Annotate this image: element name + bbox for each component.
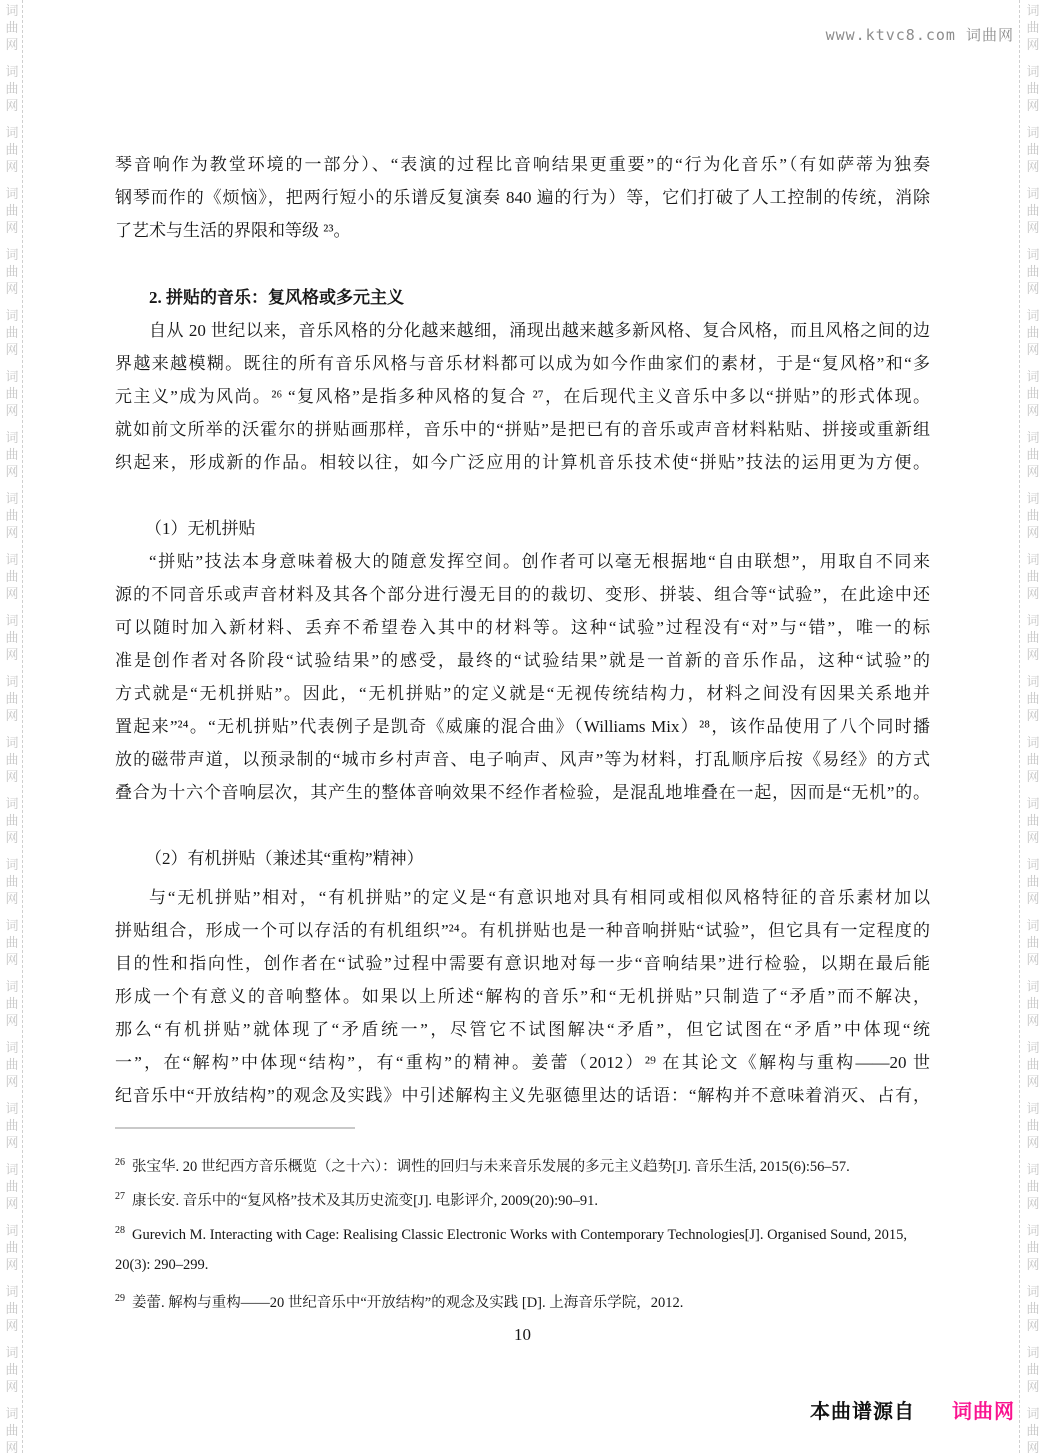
side-watermark-text: 词 曲 网 [1026,1162,1040,1211]
side-watermark-text: 词 曲 网 [1026,369,1040,418]
text-line: 织起来，形成新的作品。相较以往，如今广泛应用的计算机音乐技术使“拼贴”技法的运用更为方便。 [115,453,930,472]
paragraph [115,881,930,1112]
text-line: 元主义”成为风尚。²⁶ “复风格”是指多种风格的复合 ²⁷，在后现代主义音乐中多以“拼贴”的形式体现。 [115,387,930,406]
side-watermark-text: 词 曲 网 [5,247,19,296]
side-watermark-text: 词 曲 网 [1026,857,1040,906]
footnote-text: 姜蕾. 解构与重构——20 世纪音乐中“开放结构”的观念及实践 [D]. 上海音乐学院，2012. [132,1294,684,1311]
footer-site-name: 词曲网 [952,1401,1015,1423]
text-line: 一”，在“解构”中体现“结构”，有“重构”的精神。姜蕾（2012）²⁹ 在其论文《解构与重构——20 世 [115,1053,930,1072]
side-watermark-text: 词 曲 网 [5,918,19,967]
text-line: 放的磁带声道，以预录制的“城市乡村声音、电子响声、风声”等为材料，打乱顺序后按《易经》的方式 [115,750,930,769]
paragraph [115,314,930,479]
text-line: 可以随时加入新材料、丢弃不希望卷入其中的材料等。这种“试验”过程没有“对”与“错”，唯一的标 [115,618,930,637]
side-watermark-text: 词 曲 网 [1026,125,1040,174]
footnote-separator [115,1127,355,1129]
footnote-text: 康长安. 音乐中的“复风格”技术及其历史流变[J]. 电影评介, 2009(20):90–91. [132,1192,598,1209]
text-line: 源的不同音乐或声音材料及其各个部分进行漫无目的的裁切、变形、拼装、组合等“试验”，在此途中还 [115,585,930,604]
text-line: 了艺术与生活的界限和等级 ²³。 [115,221,351,240]
page-number: 10 [514,1325,531,1344]
side-watermark-text: 词 曲 网 [5,64,19,113]
subsection-heading: （1）无机拼贴 [145,519,256,538]
right-dashed-rule [1019,0,1020,1453]
text-line: 琴音响作为教堂环境的一部分）、“表演的过程比音响结果更重要”的“行为化音乐”（有如萨蒂为独奏 [115,155,930,174]
subsection-heading: （2）有机拼贴（兼述其“重构”精神） [145,849,424,868]
footnote-number: 29 [115,1293,125,1304]
side-watermark-text: 词 曲 网 [1026,552,1040,601]
footnotes [115,1146,930,1316]
footnote [115,1282,930,1316]
side-watermark-text: 词 曲 网 [1026,1284,1040,1333]
footnote [115,1180,930,1214]
side-watermark-text: 词 曲 网 [1026,186,1040,235]
left-watermark-column [4,2,20,1453]
side-watermark-text: 词 曲 网 [1026,1223,1040,1272]
right-watermark-column [1025,2,1041,1453]
text-line: 叠合为十六个音响层次，其产生的整体音响效果不经作者检验，是混乱地堆叠在一起，因而是“无机”的。 [115,783,930,802]
top-watermark: www.ktvc8.com 词曲网 [825,26,1014,44]
side-watermark-text: 词 曲 网 [5,125,19,174]
footnote-text: 张宝华. 20 世纪西方音乐概览（之十六）：调性的回归与未来音乐发展的多元主义趋势[J]. 音乐生活, 2015(6):56–57. [132,1158,850,1175]
side-watermark-text: 词 曲 网 [5,1040,19,1089]
side-watermark-text: 词 曲 网 [5,491,19,540]
text-line: “拼贴”技法本身意味着极大的随意发挥空间。创作者可以毫无根据地“自由联想”，用取自不同来 [149,552,930,571]
side-watermark-text: 词 曲 网 [1026,735,1040,784]
footnote-number: 26 [115,1157,125,1168]
side-watermark-text: 词 曲 网 [1026,3,1040,52]
footnote-text: Gurevich M. Interacting with Cage: Realising Classic Electronic Works with Contemporary Technologies[J]. Organised Sound, 2015, [132,1226,908,1243]
side-watermark-text: 词 曲 网 [1026,308,1040,357]
section-heading: 2. 拼贴的音乐：复风格或多元主义 [149,288,404,307]
side-watermark-text: 词 曲 网 [1026,247,1040,296]
side-watermark-text: 词 曲 网 [5,979,19,1028]
text-line: 拼贴组合，形成一个可以存活的有机组织”²⁴。有机拼贴也是一种音响拼贴“试验”，但它具有一定程度的 [115,921,930,940]
side-watermark-text: 词 曲 网 [5,430,19,479]
text-line: 形成一个有意义的音响整体。如果以上所述“解构的音乐”和“无机拼贴”只制造了“矛盾”而不解决， [115,987,930,1006]
side-watermark-text: 词 曲 网 [5,1345,19,1394]
side-watermark-text: 词 曲 网 [1026,64,1040,113]
footnote [115,1146,930,1180]
side-watermark-text: 词 曲 网 [1026,430,1040,479]
side-watermark-text: 词 曲 网 [5,1162,19,1211]
text-line: 方式就是“无机拼贴”。因此，“无机拼贴”的定义就是“无视传统结构力，材料之间没有因果关系地并 [115,684,930,703]
side-watermark-text: 词 曲 网 [1026,918,1040,967]
side-watermark-text: 词 曲 网 [5,186,19,235]
side-watermark-text: 词 曲 网 [5,1284,19,1333]
side-watermark-text: 词 曲 网 [1026,796,1040,845]
footnote [115,1214,930,1248]
side-watermark-text: 词 曲 网 [1026,674,1040,723]
footnote-text: 20(3): 290–299. [115,1257,209,1273]
side-watermark-text: 词 曲 网 [5,796,19,845]
side-watermark-text: 词 曲 网 [5,1223,19,1272]
text-line: 钢琴而作的《烦恼》，把两行短小的乐谱反复演奏 840 遍的行为）等，它们打破了人工控制的传统，消除 [115,188,930,207]
side-watermark-text: 词 曲 网 [5,369,19,418]
text-line: 置起来”²⁴。“无机拼贴”代表例子是凯奇《威廉的混合曲》（Williams Mix）²⁸，该作品使用了八个同时播 [115,717,930,736]
text-line: 与“无机拼贴”相对，“有机拼贴”的定义是“有意识地对具有相同或相似风格特征的音乐素材加以 [149,888,930,907]
paragraph-continued [115,148,930,247]
footer-source-label: 本曲谱源自 [810,1401,915,1423]
text-line: 就如前文所举的沃霍尔的拼贴画那样，音乐中的“拼贴”是把已有的音乐或声音材料粘贴、拼接或重新组 [115,420,930,439]
text-line: 自从 20 世纪以来，音乐风格的分化越来越细，涌现出越来越多新风格、复合风格，而且风格之间的边 [149,321,930,340]
footnote-number: 28 [115,1225,125,1236]
text-line: 目的性和指向性，创作者在“试验”过程中需要有意识地对每一步“音响结果”进行检验，以期在最后能 [115,954,930,973]
side-watermark-text: 词 曲 网 [5,552,19,601]
left-dashed-rule [22,0,23,1453]
side-watermark-text: 词 曲 网 [1026,1406,1040,1453]
paragraph [115,545,930,809]
page-body [115,148,930,1352]
side-watermark-text: 词 曲 网 [5,613,19,662]
side-watermark-text: 词 曲 网 [1026,979,1040,1028]
text-line: 准是创作者对各阶段“试验结果”的感受，最终的“试验结果”就是一首新的音乐作品，这种“试验”的 [115,651,930,670]
footnote-number: 27 [115,1191,125,1202]
side-watermark-text: 词 曲 网 [1026,491,1040,540]
side-watermark-text: 词 曲 网 [1026,1101,1040,1150]
side-watermark-text: 词 曲 网 [5,3,19,52]
side-watermark-text: 词 曲 网 [5,735,19,784]
text-line: 界越来越模糊。既往的所有音乐风格与音乐材料都可以成为如今作曲家们的素材，于是“复风格”和“多 [115,354,930,373]
side-watermark-text: 词 曲 网 [5,857,19,906]
side-watermark-text: 词 曲 网 [1026,1345,1040,1394]
side-watermark-text: 词 曲 网 [1026,1040,1040,1089]
text-line: 纪音乐中“开放结构”的观念及实践》中引述解构主义先驱德里达的话语：“解构并不意味着消灭、占有， [115,1086,930,1105]
side-watermark-text: 词 曲 网 [5,674,19,723]
text-line: 那么“有机拼贴”就体现了“矛盾统一”，尽管它不试图解决“矛盾”，但它试图在“矛盾”中体现“统 [115,1020,930,1039]
footnote-continuation [115,1248,930,1282]
side-watermark-text: 词 曲 网 [5,1406,19,1453]
side-watermark-text: 词 曲 网 [1026,613,1040,662]
side-watermark-text: 词 曲 网 [5,1101,19,1150]
side-watermark-text: 词 曲 网 [5,308,19,357]
